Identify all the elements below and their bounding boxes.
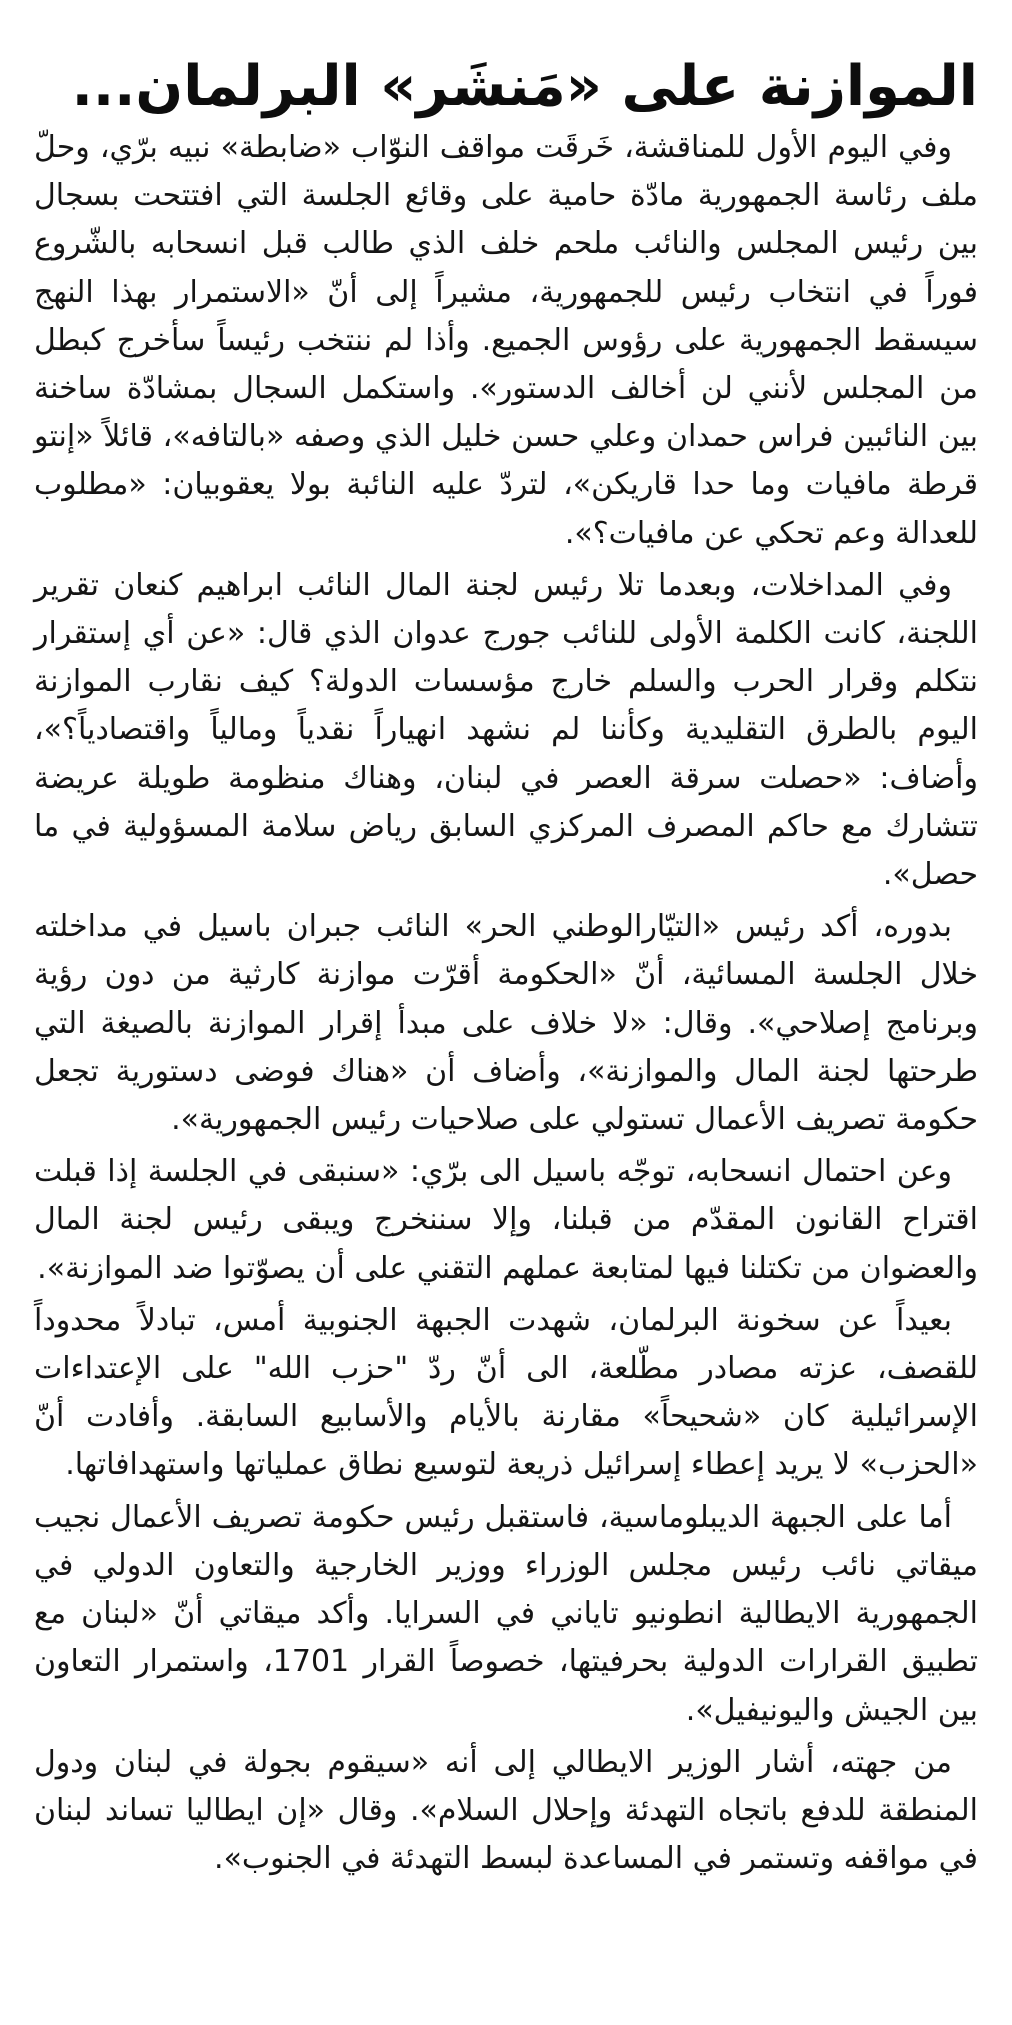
paragraph-text: وفي المداخلات، وبعدما تلا رئيس لجنة المال النائب ابراهيم كنعان تقرير اللجنة، كانت الكلمة الأولى للنائب جورج عدوان الذي قال: «عن أي إستقرار نتكلم وقرار الحرب والسلم خارج مؤسسات الدولة؟ كيف نقارب الموازنة اليوم بالطرق التقليدية وكأننا لم نشهد انهياراً نقدياً ومالياً واقتصادياً؟»، وأضاف: «حصلت سرقة العصر في لبنان، وهناك منظومة طويلة عريضة تتشارك مع حاكم المصرف المركزي السابق رياض سلامة المسؤولية في ما حصل». (34, 567, 978, 893)
paragraph-text: من جهته، أشار الوزير الايطالي إلى أنه «سيقوم بجولة في لبنان ودول المنطقة للدفع باتجاه التهدئة وإحلال السلام». وقال «إن ايطاليا تساند لبنان في مواقفه وتستمر في المساعدة لبسط التهدئة في الجنوب». (34, 1744, 978, 1877)
article-headline: الموازنة على «مَنشَر» البرلمان... (71, 54, 978, 119)
paragraph-text: بدوره، أكد رئيس «التيّارالوطني الحر» النائب جبران باسيل في مداخلته خلال الجلسة المسائية، أنّ «الحكومة أقرّت موازنة كارثية من دون رؤية وبرنامج إصلاحي». وقال: «لا خلاف على مبدأ إقرار الموازنة بالصيغة التي طرحتها لجنة المال والموازنة»، وأضاف أن «هناك فوضى دستورية تجعل حكومة تصريف الأعمال تستولي على صلاحيات رئيس الجمهورية». (34, 909, 978, 1138)
paragraph-text: وعن احتمال انسحابه، توجّه باسيل الى برّي: «سنبقى في الجلسة إذا قبلت اقتراح القانون المقدّم من قبلنا، وإلا سننخرج ويبقى رئيس لجنة المال والعضوان من تكتلنا فيها لمتابعة عملهم التقني على أن يصوّتوا ضد الموازنة». (34, 1154, 978, 1286)
article-paragraph-4 (34, 1148, 978, 1293)
paragraph-text: بعيداً عن سخونة البرلمان، شهدت الجبهة الجنوبية أمس، تبادلاً محدوداً للقصف، عزته مصادر مطّلعة، الى أنّ ردّ "حزب الله" على الإعتداءات الإسرائيلية كان «شحيحاً» مقارنة بالأيام والأسابيع السابقة. وأفادت أنّ «الحزب» لا يريد إعطاء إسرائيل ذريعة لتوسيع نطاق عملياتها واستهدافاتها. (34, 1302, 978, 1483)
article-paragraph-7 (34, 1739, 978, 1884)
article-body (34, 124, 978, 1883)
article-paragraph-3 (34, 903, 978, 1144)
paragraph-text: وفي اليوم الأول للمناقشة، خَرقَت مواقف النوّاب «ضابطة» نبيه برّي، وحلّ ملف رئاسة الجمهورية مادّة حامية على وقائع الجلسة التي افتتحت بسجال بين رئيس المجلس والنائب ملحم خلف الذي طالب قبل انسحابه بالشّروع فوراً في انتخاب رئيس للجمهورية، مشيراً إلى أنّ «الاستمرار بهذا النهج سيسقط الجمهورية على رؤوس الجميع. وأذا لم ننتخب رئيساً سأخرج كبطل من المجلس لأنني لن أخالف الدستور». واستكمل السجال بمشادّة ساخنة بين النائبين فراس حمدان وعلي حسن خليل الذي وصفه «بالتافه»، قائلاً «إنتو قرطة مافيات وما حدا قاريكن»، لتردّ عليه النائبة بولا يعقوبيان: «مطلوب للعدالة وعم تحكي عن مافيات؟». (34, 130, 978, 551)
article-paragraph-2 (34, 562, 978, 899)
paragraph-text: أما على الجبهة الديبلوماسية، فاستقبل رئيس حكومة تصريف الأعمال نجيب ميقاتي نائب رئيس مجلس الوزراء ووزير الخارجية والتعاون الدولي في الجمهورية الايطالية انطونيو تاياني في السرايا. وأكد ميقاتي أنّ «لبنان مع تطبيق القرارات الدولية بحرفيتها، خصوصاً القرار 1701، واستمرار التعاون بين الجيش واليونيفيل». (34, 1499, 978, 1728)
article-paragraph-1 (34, 124, 978, 558)
article-paragraph-6 (34, 1494, 978, 1735)
article-paragraph-5 (34, 1297, 978, 1490)
